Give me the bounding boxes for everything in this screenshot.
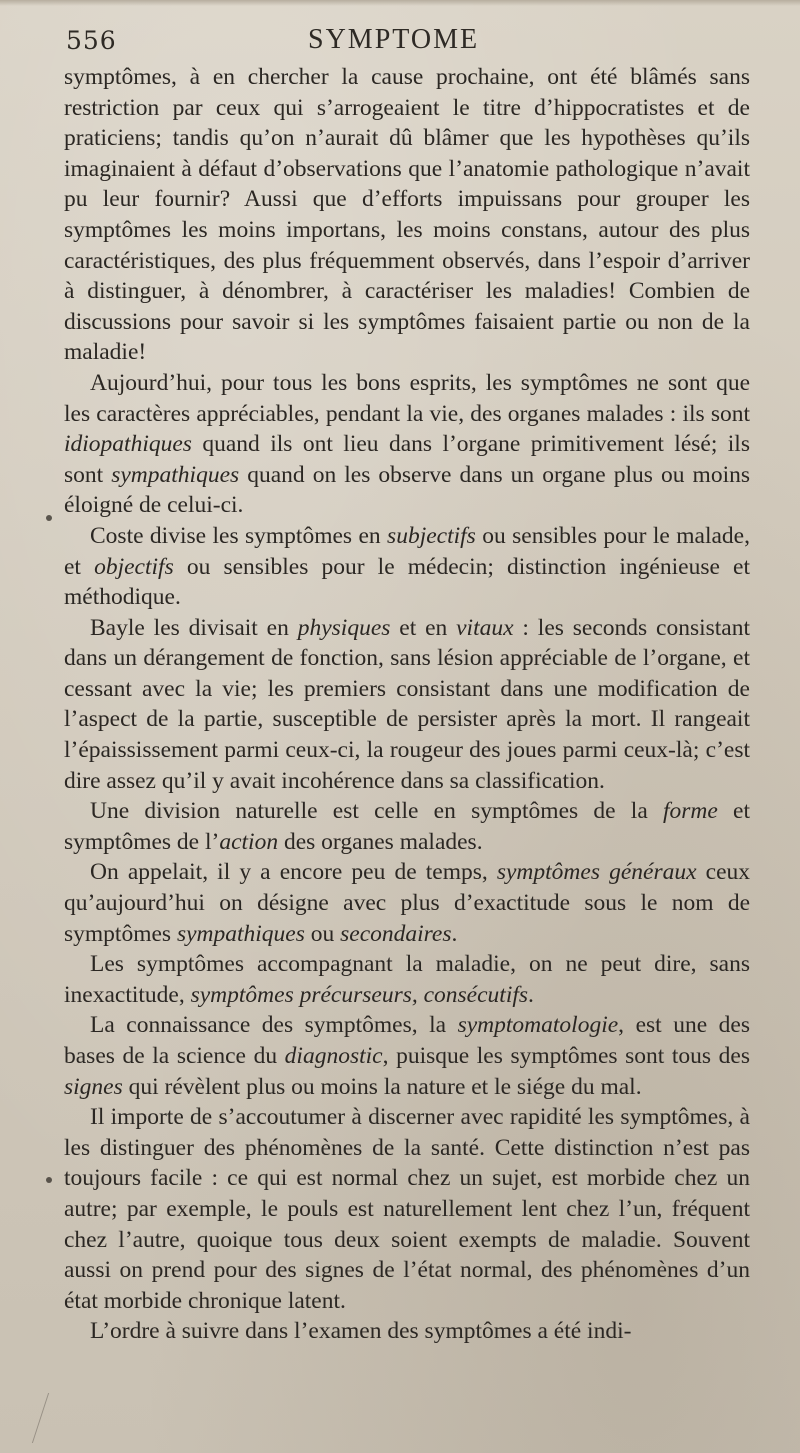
italic-term: diagnostic: [284, 1043, 383, 1069]
paragraph: [64, 949, 750, 1010]
text-run: Une division naturelle est celle en symptômes de la: [90, 798, 663, 825]
text-run: .: [451, 920, 458, 947]
paragraph: [64, 62, 750, 368]
body-text: [64, 62, 750, 1347]
italic-term: objectifs: [94, 553, 174, 580]
page-corner-crease: [0, 1393, 49, 1443]
text-run: Aujourd’hui, pour tous les bons esprits, les symptômes ne sont que les caractères appréciables, pendant la vie, des organes malades : ils sont: [64, 369, 750, 427]
italic-term: action: [219, 828, 279, 855]
paragraph: [64, 796, 750, 857]
paragraph: [64, 368, 750, 521]
text-run: , puisque les symptômes sont tous des: [382, 1043, 750, 1069]
italic-term: symptômes généraux: [496, 859, 697, 886]
text-run: et en: [390, 614, 457, 641]
text-run: ou sensibles pour le médecin; distinction ingénieuse et méthodique.: [64, 553, 750, 611]
italic-term: sympathiques: [176, 920, 305, 947]
text-run: La connaissance des symptômes, la: [90, 1012, 458, 1039]
margin-dot: [46, 515, 52, 521]
margin-dot: [46, 1177, 52, 1183]
italic-term: symptomatologie: [457, 1012, 619, 1039]
text-run: L’ordre à suivre dans l’examen des symptômes a été indi-: [90, 1318, 632, 1345]
text-run: quand ils ont lieu dans l’organe primitivement lésé; ils sont: [64, 431, 750, 488]
text-run: : les seconds consistant dans un dérangement de fonction, sans lésion appréciable de l’organe, et cessant avec la vie; les premiers consistant dans une modification de l’aspect de la partie, susceptible de persister après la mort. Il rangeait l’épaississement parmi ceux-ci, la rougeur des joues parmi ceux-là; c’est dire assez qu’il y avait incohérence dans sa classification.: [64, 614, 750, 794]
paragraph: [64, 1316, 750, 1347]
text-run: , est une des bases de la science du: [64, 1012, 750, 1069]
text-run: Les symptômes accompagnant la maladie, on ne peut dire, sans inexactitude,: [64, 951, 750, 1008]
italic-term: signes: [64, 1073, 123, 1100]
italic-term: sympathiques: [111, 461, 240, 488]
text-run: Coste divise les symptômes en: [90, 522, 388, 549]
italic-term: forme: [662, 798, 718, 825]
paragraph: [64, 613, 750, 797]
text-run: ou sensibles pour le malade, et: [64, 522, 750, 580]
text-run: .: [528, 981, 534, 1008]
text-run: quand on les observe dans un organe plus ou moins éloigné de celui-ci.: [64, 461, 750, 519]
page-number: 556: [66, 26, 117, 55]
text-run: ceux qu’aujourd’hui on désigne avec plus d’exactitude sous le nom de symptômes: [64, 859, 750, 947]
paragraph: [64, 1102, 750, 1316]
text-run: qui révèlent plus ou moins la nature et le siége du mal.: [122, 1073, 642, 1100]
page-header: [62, 22, 752, 62]
italic-term: idiopathiques: [64, 431, 192, 458]
paragraph: [64, 521, 750, 613]
text-run: symptômes, à en chercher la cause prochaine, ont été blâmés sans restriction par ceux qui s’arrogeaient le titre d’hippocratistes et de praticiens; tandis qu’on n’aurait dû blâmer que les hypothèses qu’ils imaginaient à défaut d’observations que l’anatomie pathologique n’avait pu leur fournir? Aussi que d’efforts impuissans pour grouper les symptômes les moins importans, les moins constans, autour des plus caractéristiques, des plus fréquemment observés, dans l’espoir d’arriver à distinguer, à dénombrer, à caractériser les maladies! Combien de discussions pour savoir si les symptômes faisaient partie ou non de la maladie!: [64, 64, 750, 366]
text-run: Il importe de s’accoutumer à discerner avec rapidité les symptômes, à les distinguer des phénomènes de la santé. Cette distinction n’est pas toujours facile : ce qui est normal chez un sujet, est morbide chez un autre; par exemple, le pouls est naturellement lent chez l’un, fréquent chez l’autre, quoique tous deux soient exempts de maladie. Souvent aussi on prend pour des signes de l’état normal, des phénomènes d’un état morbide chronique latent.: [64, 1104, 750, 1314]
text-run: des organes malades.: [278, 828, 483, 855]
italic-term: physiques: [297, 614, 391, 641]
italic-term: secondaires: [340, 920, 452, 947]
text-run: ou: [304, 920, 341, 947]
text-run: On appelait, il y a encore peu de temps,: [90, 859, 497, 886]
running-head: SYMPTOME: [308, 24, 480, 55]
paragraph: [64, 1010, 750, 1102]
text-run: Bayle les divisait en: [90, 614, 298, 641]
text-run: et symptômes de l’: [64, 798, 751, 855]
italic-term: subjectifs: [387, 522, 476, 549]
italic-term: symptômes précurseurs, consécutifs: [190, 981, 529, 1008]
italic-term: vitaux: [456, 614, 514, 641]
paragraph: [64, 857, 750, 949]
